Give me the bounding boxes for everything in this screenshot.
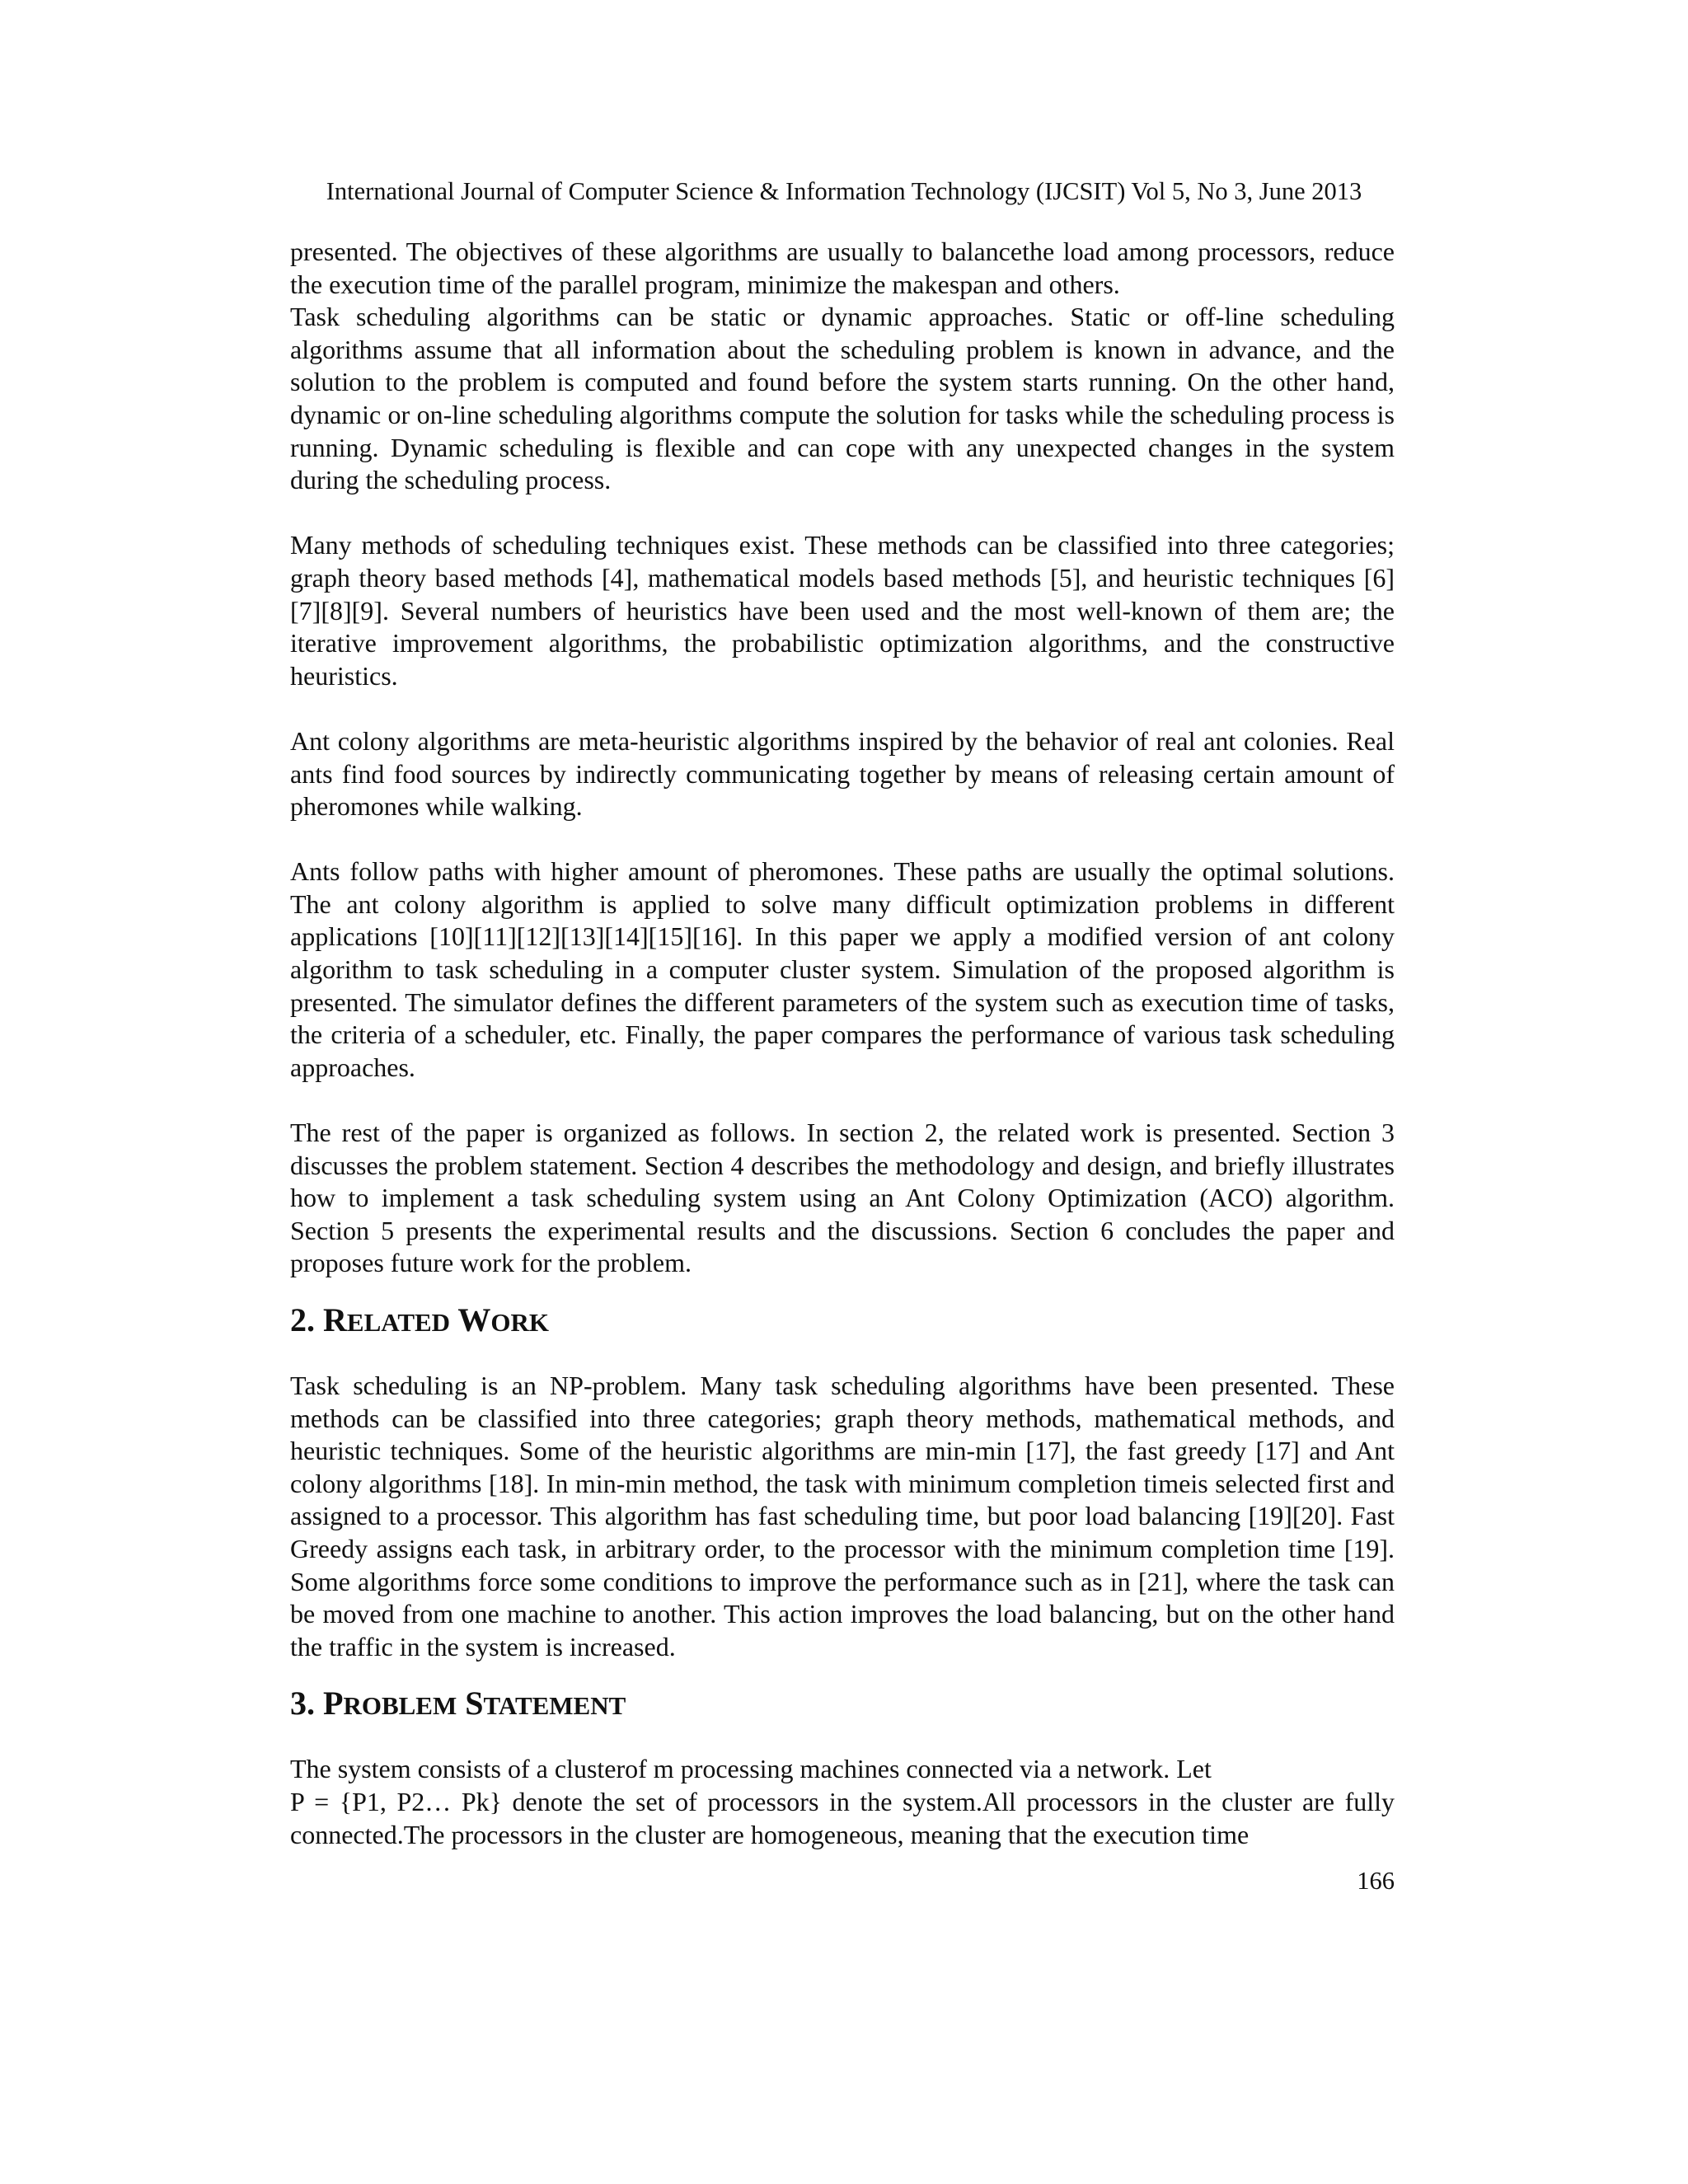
page-content <box>290 236 1395 1851</box>
section-heading-problem-statement <box>290 1685 1395 1725</box>
body-paragraph-1: presented. The objectives of these algorithms are usually to balancethe load among processors, reduce the execution time of the parallel program, minimize the makespan and others. <box>290 237 1395 299</box>
body-paragraph-5: Ants follow paths with higher amount of pheromones. These paths are usually the optimal solutions. The ant colony algorithm is applied to solve many difficult optimization problems in different applications [10][11][12][13][14][15][16]. In this paper we apply a modified version of ant colony algorithm to task scheduling in a computer cluster system. Simulation of the proposed algorithm is presented. The simulator defines the different parameters of the system such as execution time of tasks, the criteria of a scheduler, etc. Finally, the paper compares the performance of various task scheduling approaches. <box>290 856 1395 1082</box>
section-title-rest: ORK <box>490 1308 549 1337</box>
section-title-initial: S <box>465 1685 484 1722</box>
body-paragraph-2: Task scheduling algorithms can be static or dynamic approaches. Static or off-line scheduling algorithms assume that all information about the scheduling problem is known in advance, and the solution to the problem is computed and found before the system starts running. On the other hand, dynamic or on-line scheduling algorithms compute the solution for tasks while the scheduling process is running. Dynamic scheduling is flexible and can cope with any unexpected changes in the system during the scheduling process. <box>290 302 1395 495</box>
problem-statement-line: The system consists of a clusterof m processing machines connected via a network. Let <box>290 1754 1212 1784</box>
paragraph-gap <box>290 823 1395 856</box>
paragraph-gap <box>290 497 1395 530</box>
paragraph-gap <box>290 1084 1395 1117</box>
page-number: 166 <box>1357 1867 1395 1895</box>
section-title-rest: ROBLEM <box>343 1691 457 1721</box>
section-number: 3. <box>290 1685 315 1722</box>
section-heading-related-work <box>290 1301 1395 1342</box>
related-work-paragraph: Task scheduling is an NP-problem. Many task scheduling algorithms have been presented. These methods can be classified into three categories; graph theory methods, mathematical methods, and heuristic techniques. Some of the heuristic algorithms are min-min [17], the fast greedy [17] and Ant colony algorithms [18]. In min-min method, the task with minimum completion timeis selected first and assigned to a processor. This algorithm has fast scheduling time, but poor load balancing [19][20]. Fast Greedy assigns each task, in arbitrary order, to the processor with the minimum completion time [19]. Some algorithms force some conditions to improve the performance such as in [21], where the task can be moved from one machine to another. This action improves the load balancing, but on the other hand the traffic in the system is increased. <box>290 1371 1395 1661</box>
paragraph-gap <box>290 692 1395 725</box>
section-title-initial: W <box>457 1301 491 1338</box>
body-paragraph-3: Many methods of scheduling techniques exist. These methods can be classified into three categories; graph theory based methods [4], mathematical models based methods [5], and heuristic techniques [6][7][8][9]. Several numbers of heuristics have been used and the most well-known of them are; the iterative improvement algorithms, the probabilistic optimization algorithms, and the constructive heuristics. <box>290 530 1395 691</box>
section-title-rest: TATEMENT <box>483 1691 626 1721</box>
problem-statement-paragraph: P = {P1, P2… Pk} denote the set of processors in the system.All processors in the cluster are fully connected.The processors in the cluster are homogeneous, meaning that the execution time <box>290 1786 1395 1849</box>
section-title-rest: ELATED <box>346 1308 451 1337</box>
body-paragraph-6: The rest of the paper is organized as follows. In section 2, the related work is presented. Section 3 discusses the problem statement. Section 4 describes the methodology and design, and briefly illustrates how to implement a task scheduling system using an Ant Colony Optimization (ACO) algorithm. Section 5 presents the experimental results and the discussions. Section 6 concludes the paper and proposes future work for the problem. <box>290 1118 1395 1278</box>
section-number: 2. <box>290 1301 315 1338</box>
running-header: International Journal of Computer Science & Information Technology (IJCSIT) Vol 5, No 3, June 2013 <box>326 177 1362 205</box>
section-title-initial: R <box>323 1301 347 1338</box>
body-paragraph-4: Ant colony algorithms are meta-heuristic algorithms inspired by the behavior of real ant colonies. Real ants find food sources by indirectly communicating together by means of releasing certain amount of pheromones while walking. <box>290 725 1395 822</box>
section-title-initial: P <box>323 1685 344 1722</box>
